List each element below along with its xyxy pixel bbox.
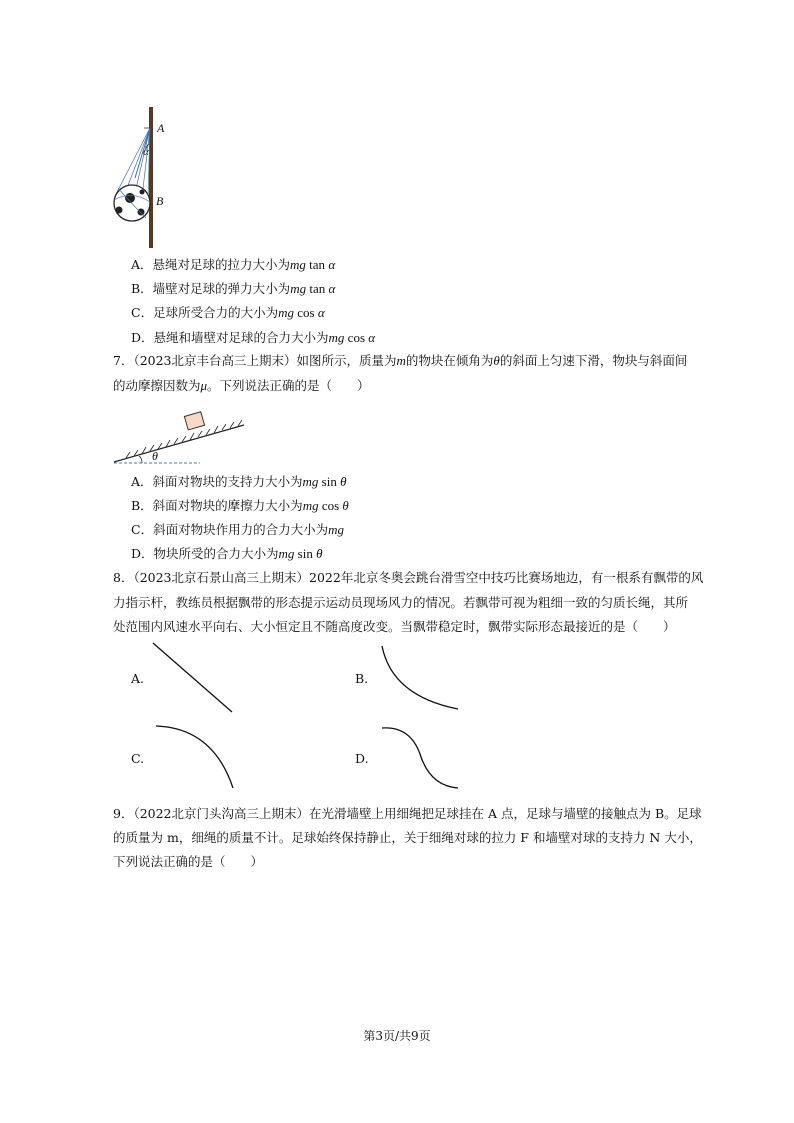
point-a-label: A [157, 121, 165, 135]
q8-option-c-curve[interactable] [153, 722, 237, 792]
football [114, 185, 150, 221]
q7-option-a[interactable]: A．斜面对物块的支持力大小为mg sin θ [131, 474, 347, 489]
incline-figure [112, 400, 252, 468]
q8-option-d-label[interactable]: D. [355, 751, 369, 766]
q7-stem-line1: 7．（2023北京丰台高三上期末）如图所示，质量为m的物块在倾角为θ的斜面上匀速下滑，物块与斜面间 [113, 353, 688, 368]
block [184, 412, 204, 430]
q8-option-a-label[interactable]: A. [131, 671, 145, 686]
incline-theta-label: θ [152, 449, 158, 463]
q6-option-a[interactable]: A．悬绳对足球的拉力大小为mg tan α [131, 257, 336, 272]
q9-stem-line1: 9．（2022北京门头沟高三上期末）在光滑墙壁上用细绳把足球挂在 A 点，足球与墙壁的接触点为 B。足球 [113, 806, 702, 821]
q8-option-a-curve[interactable] [150, 640, 240, 716]
page-number: 第3页/共9页 [363, 1029, 431, 1043]
ball-on-wall-figure [108, 106, 178, 251]
incline-hatch [126, 420, 242, 458]
q8-option-b-label[interactable]: B. [355, 671, 369, 686]
q7-stem-line2: 的动摩擦因数为μ。下列说法正确的是（ ） [113, 378, 370, 393]
q8-option-b-curve[interactable] [378, 644, 462, 714]
q9-stem-line2: 的质量为 m，细绳的质量不计。足球始终保持静止，关于细绳对球的拉力 F 和墙壁对球的支持力 N 大小， [113, 830, 702, 845]
q7-option-d[interactable]: D．物块所受的合力大小为mg sin θ [131, 546, 323, 561]
point-b-label: B [156, 194, 164, 208]
q7-option-b[interactable]: B．斜面对物块的摩擦力大小为mg cos θ [131, 498, 349, 513]
q6-option-d[interactable]: D．悬绳和墙壁对足球的合力大小为mg cos α [131, 330, 376, 345]
q8-option-c-label[interactable]: C. [131, 751, 145, 766]
q9-stem-line3: 下列说法正确的是（ ） [113, 854, 264, 869]
q8-stem-line3: 处范围内风速水平向右、大小恒定且不随高度改变。当飘带稳定时，飘带实际形态最接近的是（ ） [113, 619, 676, 634]
q7-option-c[interactable]: C．斜面对物块作用力的合力大小为mg [131, 522, 344, 537]
angle-alpha-label: α [143, 146, 149, 158]
incline-angle-arc [139, 456, 142, 463]
q6-option-c[interactable]: C．足球所受合力的大小为mg cos α [131, 305, 325, 320]
q8-stem-line2: 力指示杆，教练员根据飘带的形态提示运动员现场风力的情况。若飘带可视为粗细一致的匀质长绳，其所 [113, 595, 689, 610]
q8-stem-line1: 8．（2023北京石景山高三上期末）2022年北京冬奥会跳台滑雪空中技巧比赛场地边，有一根系有飘带的风 [113, 570, 704, 585]
q8-option-d-curve[interactable] [378, 724, 462, 794]
incline-surface [114, 425, 244, 462]
q6-option-b[interactable]: B．墙壁对足球的弹力大小为mg tan α [131, 281, 336, 296]
